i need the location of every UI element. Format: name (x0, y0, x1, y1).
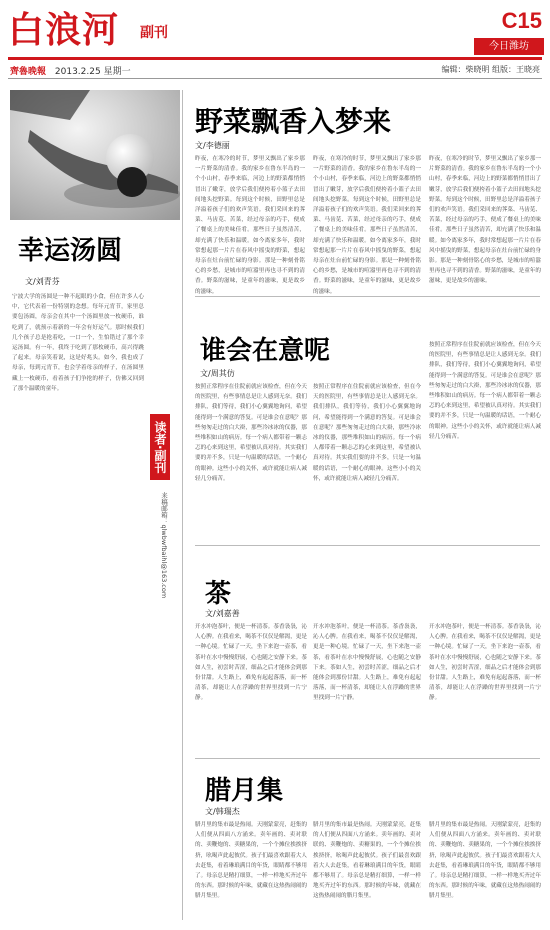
section-divider-3 (195, 758, 540, 759)
tangyuan-photo (10, 90, 180, 220)
article-byline-3: 文/周其仿 (200, 369, 235, 378)
article-title-2: 幸运汤圆 (18, 236, 123, 266)
section-tag: 今日潍坊 (474, 38, 544, 55)
header-divider (8, 78, 542, 79)
article-byline-1: 文/李德丽 (195, 141, 230, 150)
submission-email: 来稿邮箱：qlwbwfbaihl@163.com (160, 492, 168, 599)
article-byline-4: 文/刘嘉善 (205, 609, 240, 618)
article-body-4-col2: 开水冲泡茶叶，便是一杯清茶。茶香袅袅，沁人心脾。在我看来，喝茶不仅仅是解渴，更是一种心境。忙碌了一天，坐下来泡一壶茶，看茶叶在水中慢慢舒展，心也随之安静下来。茶如人生，初尝时苦涩，细品之后才能体会到那份甘甜。人生路上，难免有起起落落，而一杯清茶，却能让人在浮躁的世界里找到一片宁静。 (313, 624, 421, 702)
section-divider-2 (195, 545, 540, 546)
article-body-5-col3: 腊月里的集市最是热闹。天刚蒙蒙亮，赶集的人们便从四面八方涌来。卖年画的、卖对联的、卖鞭炮的、卖糖果的，一个个摊位挨挨挤挤，吆喝声此起彼伏。孩子们最喜欢跟着大人去赶集，看着琳琅满目的年货，眼睛都不够用了。母亲总是精打细算，一样一样地买齐过年的东西。那时候的年味，就藏在这热热闹闹的腊月集里。 (429, 822, 541, 900)
masthead-rule (8, 57, 542, 60)
article-title-1: 野菜飘香入梦来 (195, 105, 392, 138)
column-divider-left (182, 90, 183, 920)
editors: 编辑：柴晓明 组版：王晓亮 (441, 65, 540, 74)
article-body-1-col2: 昨夜，在寒冷的时节，梦里又飘出了家乡那一片野菜的清香。我的家乡在鲁东半岛的一个小山村，春季来临，河边上的野菜都悄悄冒出了嫩芽，放学后我们便挎着小篮子去田间地头挖野菜。每到这个时候，田野里总是洋溢着孩子们的欢声笑语。我们采回来的荠菜、马齿苋、苦菜，经过母亲的巧手，便成了餐桌上的美味佳肴。那些日子虽然清苦，却充满了快乐和温暖。如今离家多年，我时常想起那一片片在春风中摇曳的野菜，想起母亲在灶台前忙碌的身影。那是一种刻骨铭心的乡愁，是城市的喧嚣里再也寻不到的清香。野菜的滋味，是童年的滋味，更是故乡的滋味。 (313, 156, 421, 295)
article-body-5-col2: 腊月里的集市最是热闹。天刚蒙蒙亮，赶集的人们便从四面八方涌来。卖年画的、卖对联的、卖鞭炮的、卖糖果的，一个个摊位挨挨挤挤，吆喝声此起彼伏。孩子们最喜欢跟着大人去赶集，看着琳琅满目的年货，眼睛都不够用了。母亲总是精打细算，一样一样地买齐过年的东西。那时候的年味，就藏在这热热闹闹的腊月集里。 (313, 822, 421, 900)
article-title-4: 茶 (205, 579, 232, 609)
masthead-brand: 白浪河 (8, 9, 120, 51)
article-body-5-col1: 腊月里的集市最是热闹。天刚蒙蒙亮，赶集的人们便从四面八方涌来。卖年画的、卖对联的、卖鞭炮的、卖糖果的，一个个摊位挨挨挤挤，吆喝声此起彼伏。孩子们最喜欢跟着大人去赶集，看着琳琅满目的年货，眼睛都不够用了。母亲总是精打细算，一样一样地买齐过年的东西。那时候的年味，就藏在这热热闹闹的腊月集里。 (195, 822, 307, 900)
masthead-sub: 副刊 (140, 25, 168, 41)
page-code: C15 (501, 8, 542, 33)
article-body-4-col3: 开水冲泡茶叶，便是一杯清茶。茶香袅袅，沁人心脾。在我看来，喝茶不仅仅是解渴，更是一种心境。忙碌了一天，坐下来泡一壶茶，看茶叶在水中慢慢舒展，心也随之安静下来。茶如人生，初尝时苦涩，细品之后才能体会到那份甘甜。人生路上，难免有起起落落，而一杯清茶，却能让人在浮躁的世界里找到一片宁静。 (429, 624, 541, 702)
article-body-3-col2: 按照正常程序在住院前就应该检查，但在今天的医院里，有些事情总是让人感到无奈。我们排队，我们等待，我们小心翼翼地询问，希望能得到一个满意的答复。可是谁会在意呢？那些匆匆走过的白大褂，那些冷冰冰的仪器，那些堆积如山的病历。每一个病人都带着一颗忐忑的心来到这里，希望被认真对待。其实我们要的并不多，只是一句温暖的话语，一个耐心的眼神。这些小小的关怀，或许就能让病人减轻几分痛苦。 (313, 384, 421, 482)
article-title-5: 腊月集 (205, 776, 284, 806)
section-divider-1 (195, 296, 540, 297)
issue-weekday: 星期一 (103, 67, 131, 77)
paper-name: 齊魯晚報 (10, 67, 47, 77)
article-title-3: 谁会在意呢 (200, 336, 331, 366)
article-body-3-col1: 按照正常程序在住院前就应该检查，但在今天的医院里，有些事情总是让人感到无奈。我们排队，我们等待，我们小心翼翼地询问，希望能得到一个满意的答复。可是谁会在意呢？那些匆匆走过的白大褂，那些冷冰冰的仪器，那些堆积如山的病历。每一个病人都带着一颗忐忑的心来到这里，希望被认真对待。其实我们要的并不多，只是一句温暖的话语，一个耐心的眼神。这些小小的关怀，或许就能让病人减轻几分痛苦。 (195, 384, 307, 482)
article-byline-2: 文/刘青芬 (25, 277, 60, 286)
column-label: 读者·副刊 (150, 414, 170, 480)
article-byline-5: 文/韩瑞杰 (205, 807, 240, 816)
article-body-1-col3: 昨夜，在寒冷的时节，梦里又飘出了家乡那一片野菜的清香。我的家乡在鲁东半岛的一个小山村，春季来临，河边上的野菜都悄悄冒出了嫩芽，放学后我们便挎着小篮子去田间地头挖野菜。每到这个时候，田野里总是洋溢着孩子们的欢声笑语。我们采回来的荠菜、马齿苋、苦菜，经过母亲的巧手，便成了餐桌上的美味佳肴。那些日子虽然清苦，却充满了快乐和温暖。如今离家多年，我时常想起那一片片在春风中摇曳的野菜，想起母亲在灶台前忙碌的身影。那是一种刻骨铭心的乡愁，是城市的喧嚣里再也寻不到的清香。野菜的滋味，是童年的滋味，更是故乡的滋味。 (429, 156, 541, 285)
issue-date: 2013.2.25 (54, 67, 101, 77)
article-body-1-col1: 昨夜，在寒冷的时节，梦里又飘出了家乡那一片野菜的清香。我的家乡在鲁东半岛的一个小山村，春季来临，河边上的野菜都悄悄冒出了嫩芽，放学后我们便挎着小篮子去田间地头挖野菜。每到这个时候，田野里总是洋溢着孩子们的欢声笑语。我们采回来的荠菜、马齿苋、苦菜，经过母亲的巧手，便成了餐桌上的美味佳肴。那些日子虽然清苦，却充满了快乐和温暖。如今离家多年，我时常想起那一片片在春风中摇曳的野菜，想起母亲在灶台前忙碌的身影。那是一种刻骨铭心的乡愁，是城市的喧嚣里再也寻不到的清香。野菜的滋味，是童年的滋味，更是故乡的滋味。 (195, 156, 305, 295)
article-body-3-col3: 按照正常程序在住院前就应该检查，但在今天的医院里，有些事情总是让人感到无奈。我们排队，我们等待，我们小心翼翼地询问，希望能得到一个满意的答复。可是谁会在意呢？那些匆匆走过的白大褂，那些冷冰冰的仪器，那些堆积如山的病历。每一个病人都带着一颗忐忑的心来到这里，希望被认真对待。其实我们要的并不多，只是一句温暖的话语，一个耐心的眼神。这些小小的关怀，或许就能让病人减轻几分痛苦。 (429, 342, 541, 440)
article-body-4-col1: 开水冲泡茶叶，便是一杯清茶。茶香袅袅，沁人心脾。在我看来，喝茶不仅仅是解渴，更是一种心境。忙碌了一天，坐下来泡一壶茶，看茶叶在水中慢慢舒展，心也随之安静下来。茶如人生，初尝时苦涩，细品之后才能体会到那份甘甜。人生路上，难免有起起落落，而一杯清茶，却能让人在浮躁的世界里找到一片宁静。 (195, 624, 307, 702)
issue-meta (10, 64, 131, 77)
article-body-2: 宁波大学的汤圆是一种不起眼的小食，但在许多人心中，它代表着一份特别的念想。每年元宵节，家里总要包汤圆，母亲会在其中一个汤圆里放一枚硬币，谁吃到了，就预示着新的一年会有好运气。那时候我们几个孩子总是抢着吃，一口一个，生怕错过了那个幸运汤圆。有一年，我终于吃到了那枚硬币，高兴得跳了起来。母亲笑着说，这是好兆头。如今，我也成了母亲，每到元宵节，也会学着母亲的样子，在汤圆里藏上一枚硬币，看着孩子们争抢的样子，仿佛又回到了那个温暖的童年。 (12, 294, 144, 392)
